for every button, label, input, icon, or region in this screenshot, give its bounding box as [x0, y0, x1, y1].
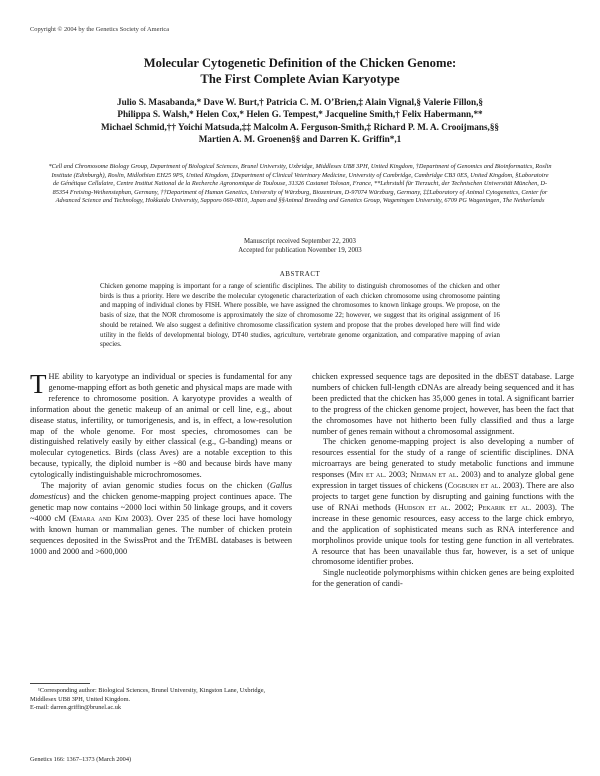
footnote-email[interactable]: E-mail: darren.griffin@brunel.ac.uk — [30, 704, 122, 711]
author-line-3: Michael Schmid,†† Yoichi Matsuda,‡‡ Malcolm A. Ferguson-Smith,‡ Richard P. M. A. Crooijmans,§§ — [100, 121, 500, 132]
title-line-2: The First Complete Avian Karyotype — [200, 72, 400, 86]
author-line-2: Philippa S. Walsh,* Helen Cox,* Helen G. Tempest,* Jacqueline Smith,† Felix Habermann,** — [117, 109, 483, 120]
left-column — [30, 369, 292, 557]
copyright-notice: Copyright © 2004 by the Genetics Society of America — [30, 26, 170, 33]
affiliations: *Cell and Chromosome Biology Group, Department of Biological Sciences, Brunel University, Uxbridge, Middlesex UB8 3PH, United Kingdom, †Department of Genomics and Bioinformatics, Roslin Institute (Edinburgh), Roslin, Midlothian EH25 9PS, United Kingdom, ‡Department of Clinical Veterinary Medicine, University of Cambridge, Cambridge CB3 0ES, United Kingdom, §Laboratoire de Génétique Cellulaire, Centre Institut National de la Recherche Agronomique de Toulouse, 31326 Castanet Tolosan, France, **Lehrstuhl für Tierzucht, der Technischen Universität München, D-85354 Freising-Weihenstephan, Germany, ††Department of Human Genetics, University of Würzburg, Biozentrum, D-97074 Würzburg, Germany, ‡‡Laboratory of Animal Cytogenetics, Center for Advanced Science and Technology, Hokkaido University, Sapporo 060-0810, Japan and §§Animal Breeding and Genetics Group, Wageningen University, 6709 PG Wageningen, The Netherlands — [48, 163, 552, 205]
title-line-1: Molecular Cytogenetic Definition of the Chicken Genome: — [143, 56, 457, 70]
drop-cap: T — [30, 369, 47, 399]
intro-paragraph-1: THE ability to karyotype an individual or species is fundamental for any genome-mapping effort as both genetic and physical maps are made with reference to chromosome position. A karyotype provides a wealth of information about the genetic makeup of an animal or cell line, e.g., about disease status, infertility, or tumorigenesis, and is, in effect, a low-resolution map of the whole genome. For most species, chromosomes can be distinguished relatively easily by either classical (e.g., G-banding) means or molecular cytogenetics. Birds (class Aves) are a notable exception to this because, typically, the diploid number is ~80 and because birds have many cytologically indistinguishable microchromosomes. — [30, 369, 292, 480]
footnote-address: ¹Corresponding author: Biological Sciences, Brunel University, Kingston Lane, Uxbridge, Middlesex UB8 3PH, United Kingdom. — [30, 687, 266, 703]
abstract-heading: ABSTRACT — [279, 270, 321, 278]
footnote-divider — [30, 683, 90, 684]
received-date: Manuscript received September 22, 2003 — [244, 238, 356, 245]
intro-paragraph-4: The chicken genome-mapping project is also developing a number of resources essential for the study of a range of scientific disciplines. DNA microarrays are being generated to study metabolic functions and immune responses (Min et al. 2003; Neiman et al. 2003) and to analyze global gene expression in target tissues of chickens (Cogburn et al. 2003). There are also projects to target gene function by disrupting and gaining functions with the use of RNAi methods (Hudson et al. 2002; Pekarik et al. 2003). The increase in these genomic resources, easy access to the large chick embryo, and the application of sophisticated means such as RNA interference and morpholinos provide unique tools for testing gene function in all vertebrates. A resource that has been unavailable thus far, however, is a set of unique chromosome identifier probes. — [312, 437, 575, 567]
species-name: Gallus domesticus — [30, 481, 292, 501]
intro-paragraph-3: chicken expressed sequence tags are deposited in the dbEST database. Large numbers of chicken full-length cDNAs are already being sequenced and it has been predicted that the chicken has 35,000 genes in total. A significant barrier to the progress of the chicken genome project, however, has been the fact that the chromosomes have not hitherto been fully classified and thus a large number of genes remain without a chromosomal assignment. — [312, 372, 574, 436]
citation-link[interactable]: Emara and Kim — [71, 513, 129, 523]
right-column — [312, 372, 574, 590]
citation-link[interactable]: Cogburn et al. 2003 — [447, 481, 520, 491]
author-line-1: Julio S. Masabanda,* Dave W. Burt,† Patricia C. M. O’Brien,‡ Alain Vignal,§ Valerie Fillon,§ — [117, 97, 483, 107]
journal-citation: Genetics 166: 1367–1373 (March 2004) — [30, 756, 132, 763]
accepted-date: Accepted for publication November 19, 2003 — [238, 247, 362, 255]
intro-paragraph-2: The majority of avian genomic studies focus on the chicken (Gallus domesticus) and the chicken genome-mapping project continues apace. The genetic map now contains ~2000 loci within 50 linkage groups, and it covers ~4000 cM (Emara and Kim 2003). Over 235 of these loci have homology with known human or mammalian genes. The number of chicken protein sequences deposited in the SwissProt and the TrEMBL databases is between 1000 and 2000 and >600,000 — [30, 481, 292, 556]
abstract-text: Chicken genome mapping is important for a range of scientific disciplines. The ability to distinguish chromosomes of the chicken and other birds is thus a priority. Here we describe the molecular cytogenetic characterization of each chicken chromosome using chromosome painting and mapping of individual clones by FISH. Where possible, we have assigned the chromosomes to known linkage groups. We propose, on the basis of size, that the NOR chromosome is approximately the size of chromosome 22; however, we suggest that its original assignment of 16 should be retained. We also suggest a definitive chromosome classification system and propose that the probes developed here will find wide utility in the fields of developmental biology, DT40 studies, agriculture, vertebrate genome organization, and comparative mapping of avian species. — [100, 283, 500, 349]
intro-paragraph-5: Single nucleotide polymorphisms within chicken genes are being exploited for the generation of candi- — [312, 568, 574, 589]
manuscript-dates — [40, 237, 560, 256]
author-list — [45, 96, 555, 146]
author-line-4: Martien A. M. Groenen§§ and Darren K. Griffin*,1 — [198, 134, 402, 145]
paper-title — [40, 55, 560, 87]
citation-link[interactable]: Hudson et al. 2002; Pekarik et al. 2003 — [397, 502, 553, 512]
citation-link[interactable]: Min et al. 2003; Neiman et al. 2003 — [349, 470, 478, 480]
corresponding-author-footnote — [30, 687, 292, 713]
